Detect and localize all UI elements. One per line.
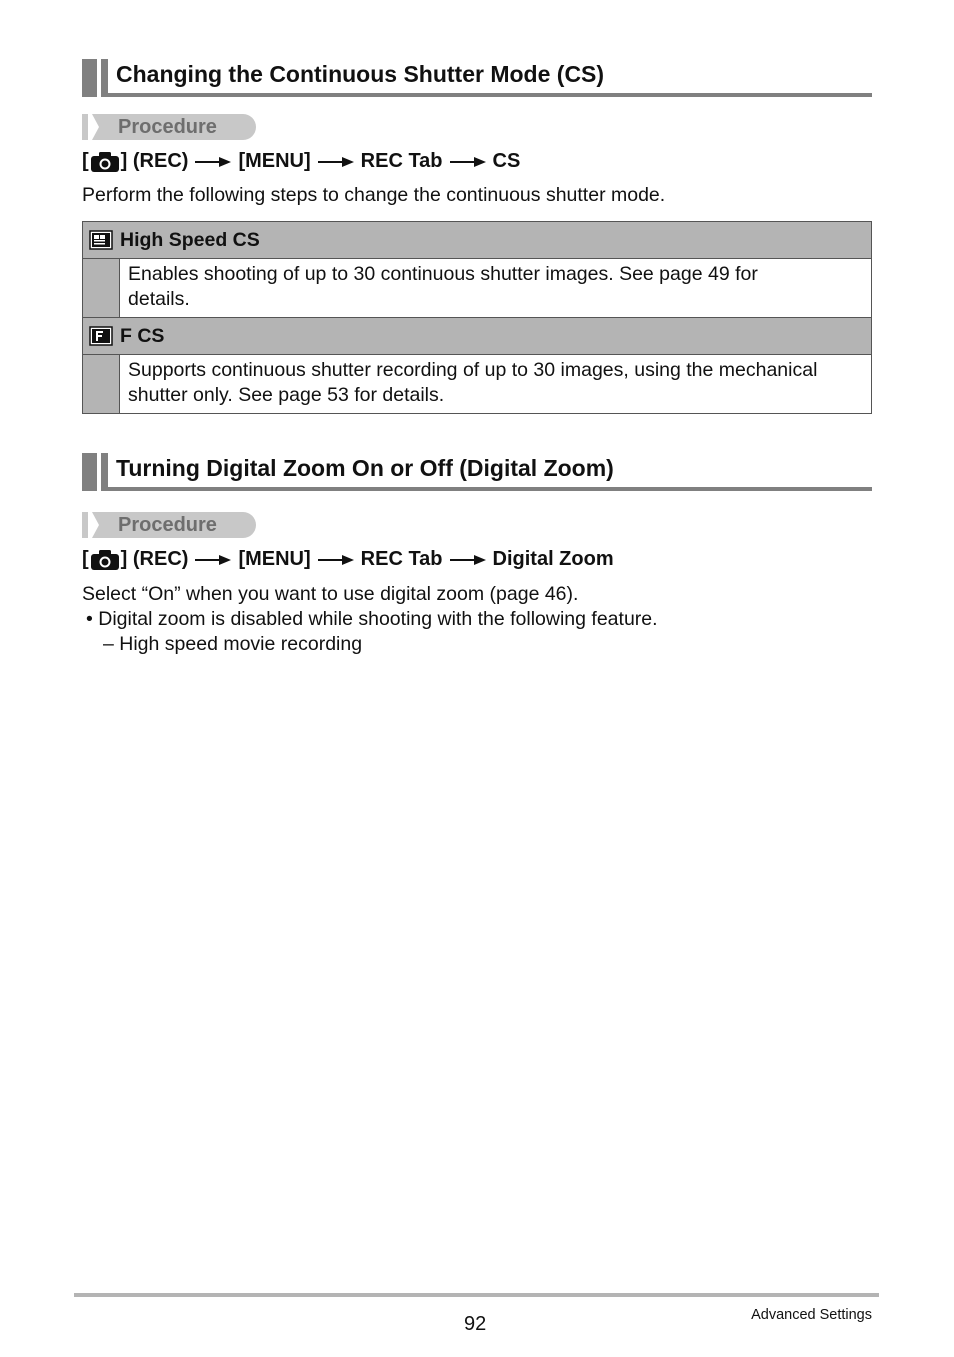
path-step: CS (492, 150, 521, 172)
description-line: Supports continuous shutter recording of up to 30 images, using the mechanical (128, 359, 818, 381)
option-name: F CS (120, 324, 165, 347)
path-bracket: [ (82, 548, 89, 570)
menu-path (82, 150, 520, 173)
option-name: High Speed CS (120, 228, 260, 251)
procedure-label: Procedure (118, 116, 217, 138)
option-description (120, 355, 872, 414)
option-header (83, 318, 872, 355)
description-line: shutter only. See page 53 for details. (128, 384, 445, 406)
camera-icon (90, 151, 120, 173)
arrow-right-icon (318, 157, 354, 167)
camera-icon (90, 549, 120, 571)
arrow-right-icon (195, 157, 231, 167)
description-line: Enables shooting of up to 30 continuous shutter images. See page 49 for (128, 263, 758, 285)
section-title: Turning Digital Zoom On or Off (Digital Zoom) (116, 455, 614, 481)
option-description (120, 259, 872, 318)
path-step: ] (REC) (120, 150, 189, 172)
heading-rule (108, 93, 872, 97)
option-gutter (83, 259, 120, 318)
page-number: 92 (464, 1313, 487, 1335)
path-bracket: [ (82, 150, 89, 172)
procedure-badge (82, 114, 258, 140)
path-step: Digital Zoom (492, 548, 614, 570)
arrow-right-icon (450, 555, 486, 565)
path-step: [MENU] (238, 150, 311, 172)
section-title: Changing the Continuous Shutter Mode (CS) (116, 61, 605, 87)
intro-text: Select “On” when you want to use digital zoom (page 46). (82, 583, 579, 605)
f-cs-icon (89, 326, 113, 346)
option-header (83, 222, 872, 259)
heading-bar (82, 59, 97, 97)
heading-bar (101, 453, 108, 491)
procedure-label: Procedure (118, 514, 217, 536)
section-heading-cs (82, 59, 872, 97)
path-step: ] (REC) (120, 548, 189, 570)
path-step: [MENU] (238, 548, 311, 570)
bullet-item: • Digital zoom is disabled while shooting with the following feature. (86, 608, 658, 630)
high-speed-cs-icon (89, 230, 113, 250)
options-table (82, 221, 872, 414)
footer-rule (74, 1293, 879, 1297)
path-step: REC Tab (360, 548, 443, 570)
procedure-badge (82, 512, 258, 538)
sub-item: – High speed movie recording (103, 633, 363, 655)
heading-rule (108, 487, 872, 491)
arrow-right-icon (450, 157, 486, 167)
path-step: REC Tab (360, 150, 443, 172)
heading-bar (82, 453, 97, 491)
option-gutter (83, 355, 120, 414)
footer-section-name: Advanced Settings (751, 1307, 872, 1323)
arrow-right-icon (195, 555, 231, 565)
arrow-right-icon (318, 555, 354, 565)
intro-text: Perform the following steps to change the continuous shutter mode. (82, 184, 666, 206)
description-line: details. (128, 288, 190, 310)
menu-path (82, 548, 614, 571)
section-heading-digital-zoom (82, 453, 872, 491)
heading-bar (101, 59, 108, 97)
